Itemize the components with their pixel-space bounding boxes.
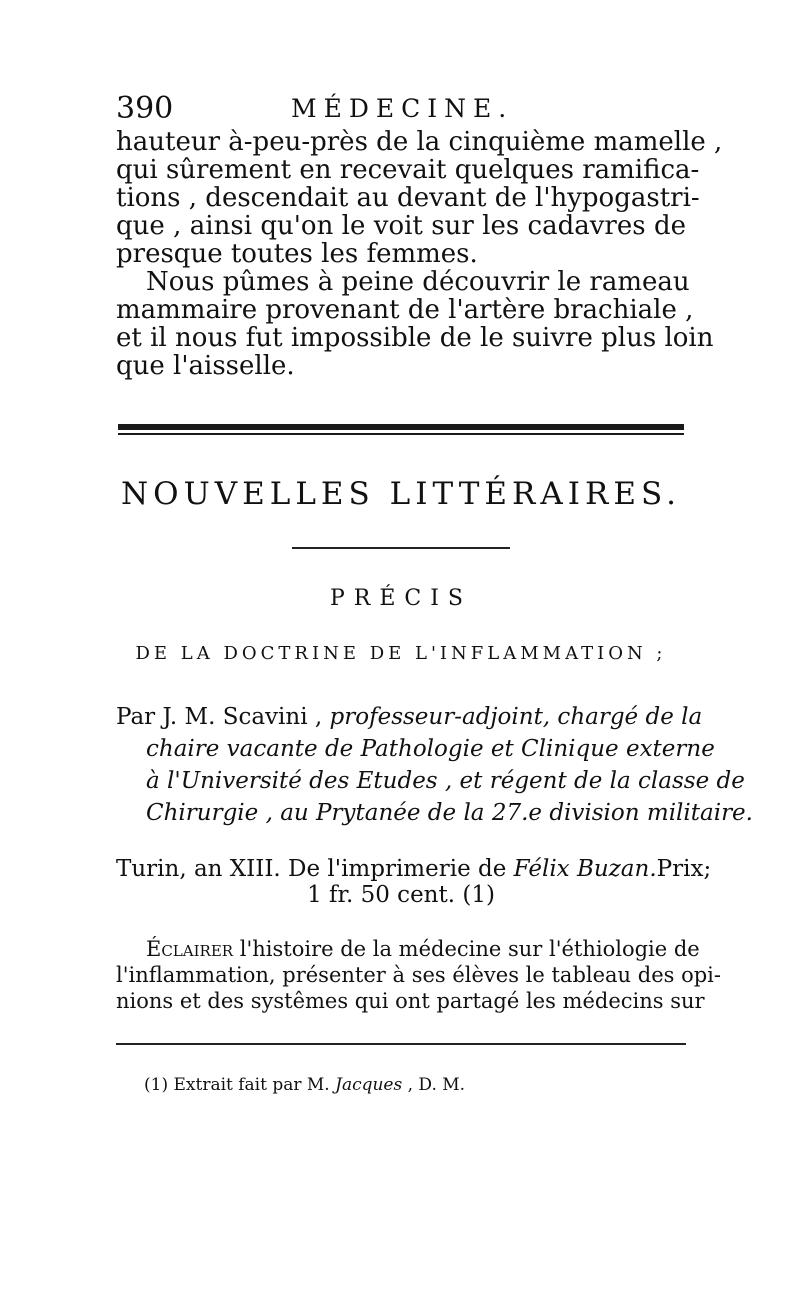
footnote-author: Jacques: [335, 1075, 403, 1095]
review-line-text: l'histoire de la médecine sur l'éthiologie de: [239, 937, 700, 961]
byline-line: à l'Université des Etudes , et régent de la classe de: [146, 768, 745, 794]
footnote-text: (1) Extrait fait par M.: [144, 1075, 330, 1095]
text-line: tions , descendait au devant de l'hypogastri-: [116, 183, 700, 213]
byline-line: Chirurgie , au Prytanée de la 27.e division militaire.: [146, 800, 753, 826]
footnote: [144, 1074, 465, 1096]
price-value: 1 fr. 50 cent. (1): [307, 882, 495, 908]
opening-word: Éclairer: [146, 937, 234, 961]
printer-name: Félix Buzan.: [513, 856, 657, 882]
footnote-suffix: , D. M.: [407, 1075, 466, 1095]
page-header: [116, 92, 686, 126]
author-title: professeur-adjoint, chargé de la: [329, 704, 703, 730]
price-label: Prix;: [656, 856, 712, 882]
article-title: PRÉCIS: [329, 586, 473, 611]
running-head: MÉDECINE.: [291, 94, 514, 123]
text-line: mammaire provenant de l'artère brachiale ,: [116, 295, 694, 325]
byline-line: [116, 704, 703, 730]
text-line: presque toutes les femmes.: [116, 239, 478, 269]
review-line: l'inflammation, présenter à ses élèves le tableau des opi-: [116, 963, 721, 987]
imprint-line: [116, 856, 712, 882]
author-name: Par J. M. Scavini ,: [116, 704, 323, 730]
review-line: nions et des systêmes qui ont partagé les médecins sur: [116, 989, 705, 1013]
section-divider-thin: [118, 433, 684, 435]
text-line: que , ainsi qu'on le voit sur les cadavres de: [116, 211, 686, 241]
article-subtitle: DE LA DOCTRINE DE L'INFLAMMATION ;: [135, 643, 667, 664]
byline-line: chaire vacante de Pathologie et Clinique externe: [146, 736, 715, 762]
text-line: et il nous fut impossible de le suivre plus loin: [116, 323, 714, 353]
section-heading: NOUVELLES LITTÉRAIRES.: [121, 476, 681, 512]
heading-rule: [292, 547, 510, 549]
review-line: [116, 936, 700, 962]
imprint-place: Turin, an XIII. De l'imprimerie de: [116, 856, 507, 882]
text-line: Nous pûmes à peine découvrir le rameau: [146, 267, 690, 297]
text-line: qui sûrement en recevait quelques ramifica-: [116, 155, 700, 185]
footnote-rule: [116, 1043, 686, 1045]
page-number: 390: [116, 91, 174, 126]
text-line: hauteur à-peu-près de la cinquième mamelle ,: [116, 127, 723, 157]
text-line: que l'aisselle.: [116, 351, 295, 381]
section-divider-thick: [118, 424, 684, 430]
